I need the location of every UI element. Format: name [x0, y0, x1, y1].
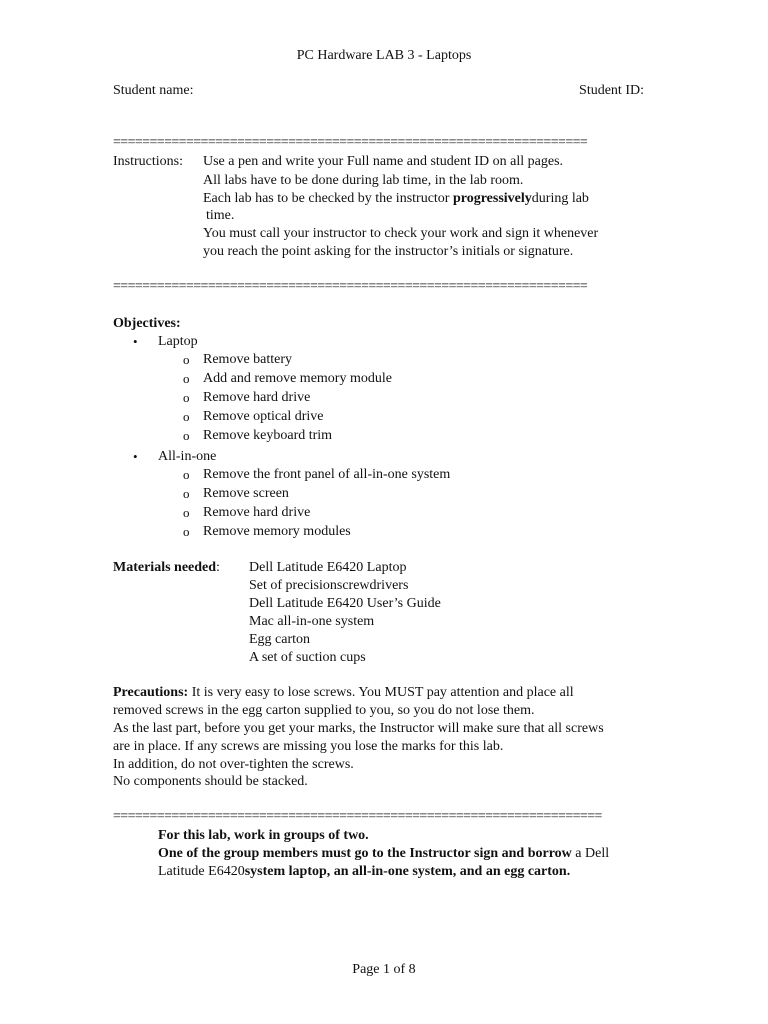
group-work-model: Latitude E6420	[158, 864, 245, 879]
instructions-emphasis: progressively	[452, 191, 532, 206]
objective-group-laptop: Laptop	[158, 334, 198, 349]
group-work-line-3	[158, 863, 570, 881]
material-item: Dell Latitude E6420 Laptop	[249, 560, 407, 575]
group-work-equipment: system laptop, an all-in-one system, and an egg carton.	[244, 864, 571, 879]
sub-bullet-icon: o	[183, 352, 190, 367]
objectives-heading: Objectives:	[113, 316, 181, 331]
precautions-label: Precautions:	[113, 685, 189, 700]
precautions-line-2: removed screws in the egg carton supplied to you, so you do not lose them.	[113, 703, 535, 718]
objective-item: Remove memory modules	[203, 524, 351, 539]
material-item: A set of suction cups	[249, 650, 366, 665]
objective-item: Remove keyboard trim	[203, 428, 333, 443]
group-work-emphasis: One of the group members must go to the Instructor sign and borrow	[158, 846, 572, 861]
page-number: Page 1 of 8	[352, 962, 416, 977]
page-title: PC Hardware LAB 3 - Laptops	[296, 48, 472, 63]
sub-bullet-icon: o	[183, 467, 190, 482]
materials-heading	[113, 559, 220, 577]
precautions-line-6: No components should be stacked.	[113, 774, 308, 789]
instructions-line-3	[203, 190, 589, 208]
group-work-line-2	[158, 845, 609, 863]
group-work-text: a Dell	[571, 846, 610, 861]
instructions-label: Instructions:	[113, 154, 183, 169]
sub-bullet-icon: o	[183, 428, 190, 443]
sub-bullet-icon: o	[183, 505, 190, 520]
instructions-line-3-text: Each lab has to be checked by the instructor	[203, 191, 453, 206]
objective-item: Remove hard drive	[203, 390, 311, 405]
precautions-line-5: In addition, do not over-tighten the screws.	[113, 757, 354, 772]
materials-colon: :	[216, 560, 220, 575]
sub-bullet-icon: o	[183, 371, 190, 386]
bullet-icon: •	[133, 334, 138, 349]
precautions-text: It is very easy to lose screws. You MUST pay attention and place all	[188, 685, 574, 700]
student-id-label: Student ID:	[579, 83, 644, 98]
objective-item: Remove the front panel of all-in-one system	[203, 467, 451, 482]
material-item: Set of precisionscrewdrivers	[249, 578, 409, 593]
sub-bullet-icon: o	[183, 486, 190, 501]
objective-item: Remove screen	[203, 486, 289, 501]
sub-bullet-icon: o	[183, 409, 190, 424]
precautions-line-4: are in place. If any screws are missing you lose the marks for this lab.	[113, 739, 504, 754]
material-item: Dell Latitude E6420 User’s Guide	[249, 596, 441, 611]
instructions-line-2: All labs have to be done during lab time, in the lab room.	[203, 173, 524, 188]
sub-bullet-icon: o	[183, 524, 190, 539]
instructions-line-6: you reach the point asking for the instructor’s initials or signature.	[203, 244, 574, 259]
group-work-line-1: For this lab, work in groups of two.	[158, 828, 369, 843]
bullet-icon: •	[133, 449, 138, 464]
materials-label: Materials needed	[113, 560, 217, 575]
precautions-line-3: As the last part, before you get your marks, the Instructor will make sure that all screws	[113, 721, 604, 736]
material-item: Mac all-in-one system	[249, 614, 375, 629]
material-item: Egg carton	[249, 632, 311, 647]
sub-bullet-icon: o	[183, 390, 190, 405]
precautions-line-1	[113, 684, 574, 702]
objective-item: Add and remove memory module	[203, 371, 392, 386]
instructions-line-4: time.	[206, 208, 235, 223]
divider-precautions: ===================================================================	[113, 809, 602, 824]
instructions-line-3-end: during lab	[531, 191, 589, 206]
instructions-line-5: You must call your instructor to check your work and sign it whenever	[203, 226, 599, 241]
divider-top: =================================================================	[113, 135, 588, 150]
objective-item: Remove hard drive	[203, 505, 311, 520]
objective-item: Remove optical drive	[203, 409, 324, 424]
objective-group-all-in-one: All-in-one	[158, 449, 217, 464]
divider-instructions: =================================================================	[113, 279, 588, 294]
student-name-label: Student name:	[113, 83, 194, 98]
objective-item: Remove battery	[203, 352, 293, 367]
instructions-line-1: Use a pen and write your Full name and student ID on all pages.	[203, 154, 564, 169]
